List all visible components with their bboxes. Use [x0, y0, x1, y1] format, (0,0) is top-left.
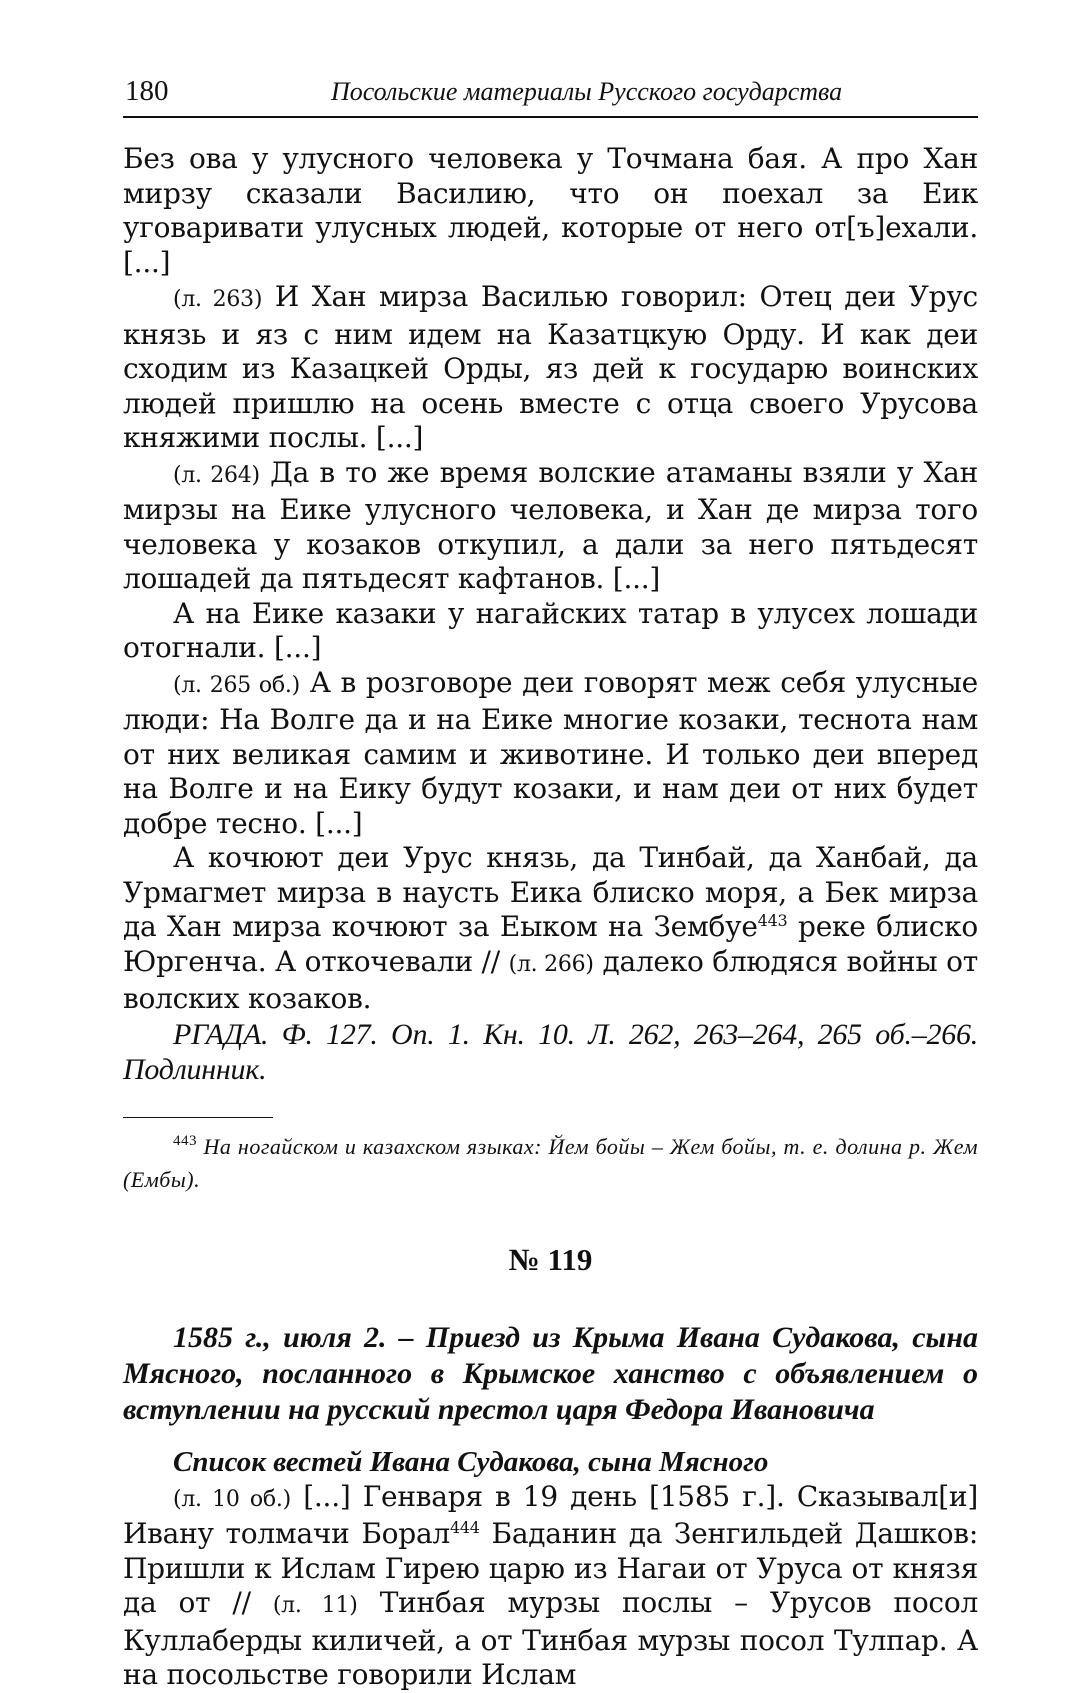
footnote-divider	[123, 1117, 273, 1118]
document-subheading: Список вестей Ивана Судакова, сына Мясного	[173, 1445, 769, 1478]
running-title: Посольские материалы Русского государства	[331, 77, 843, 106]
running-header	[123, 70, 978, 118]
paragraph-2-text: И Хан мирза Василью говорил: Отец деи Урус князь и яз с ним идем на Казатцкую Орду. И как деи сходим из Казацкей Орды, яз дей к государю воинских людей пришлю на осень вместе с отца своего Урусова княжими послы. [...]	[123, 280, 978, 454]
paragraph-2	[123, 280, 978, 456]
book-page	[123, 70, 978, 1693]
paragraph-5-text: А в розговоре деи говорят меж себя улусные люди: На Волге да и на Еике многие козаки, теснота нам от них великая самим и животине. И только деи вперед на Волге и на Еику будут козаки, и нам деи от них будет добре тесно. [...]	[123, 665, 978, 840]
paragraph-3	[123, 456, 978, 597]
footnote-marker[interactable]: 444	[449, 1518, 480, 1537]
folio-reference: (л. 266)	[508, 951, 594, 977]
folio-reference: (л. 11)	[272, 1593, 358, 1618]
page-number: 180	[125, 75, 169, 107]
document-heading: 1585 г., июля 2. – Приезд из Крыма Ивана Судакова, сына Мясного, посланного в Крымское ханство с объявлением о вступлении на русский престол царя Федора Ивановича	[123, 1320, 978, 1426]
document-paragraph-1-text-c: Тинбая мурзы послы – Урусов посол Куллаберды киличей, а от Тинбая мурзы посол Тулпар. А на посольстве говорили Ислам	[123, 1586, 979, 1691]
footnote-text: На ногайском и казахском языках: Йем бойы – Жем бойы, т. е. долина р. Жем (Ембы).	[123, 1133, 978, 1192]
footnote-marker[interactable]: 443	[757, 911, 788, 930]
document-number: № 119	[508, 1241, 593, 1277]
folio-reference: (л. 265 об.)	[173, 672, 300, 698]
document-paragraph-1	[123, 1480, 978, 1693]
paragraph-6-text-c: далеко блюдяся войны от волских козаков.	[123, 944, 978, 1015]
footnote-number: 443	[173, 1132, 197, 1149]
paragraph-6-text-a: А кочюют деи Урус князь, да Тинбай, да Ханбай, да Урмагмет мирза в наусть Еика блиско моря, а Бек мирза да Хан мирза кочюют за Еыком на Зембуе	[123, 841, 978, 943]
paragraph-4: А на Еике казаки у нагайских татар в улусех лошади отогнали. [...]	[123, 596, 978, 664]
footnote-443	[123, 1130, 978, 1196]
paragraph-5	[123, 666, 978, 842]
archival-source: РГАДА. Ф. 127. Оп. 1. Кн. 10. Л. 262, 263–264, 265 об.–266. Подлинник.	[123, 1017, 978, 1086]
document-text	[123, 1480, 978, 1693]
folio-reference: (л. 10 об.)	[173, 1486, 291, 1512]
paragraph-1: Без ова у улусного человека у Точмана бая. А про Хан мирзу сказали Василию, что он поехал за Еик уговаривати улусных людей, которые от него от[ъ]ехали. [...]	[123, 142, 978, 279]
document-paragraph-1-text-b: Баданин да Зенгильдей Дашков: Пришли к Ислам Гирею царю из Нагаи от Уруса от князя да от //	[123, 1517, 979, 1619]
folio-reference: (л. 264)	[173, 462, 260, 488]
paragraph-3-text: Да в то же время волские атаманы взяли у Хан мирзы на Еике улусного человека, и Хан де мирза того человека у козаков откупил, а дали за него пятьдесят лошадей да пятьдесят кафтанов. [...]	[123, 455, 978, 595]
paragraph-6-text-b: реке блиско Юргенча. А откочевали //	[123, 910, 978, 978]
document-paragraph-1-text-a: [...] Генваря в 19 день [1585 г.]. Сказывал[и] Ивану толмачи Борал	[123, 1479, 978, 1550]
folio-reference: (л. 263)	[173, 287, 263, 312]
main-text	[123, 142, 978, 1087]
paragraph-6	[123, 841, 978, 1017]
